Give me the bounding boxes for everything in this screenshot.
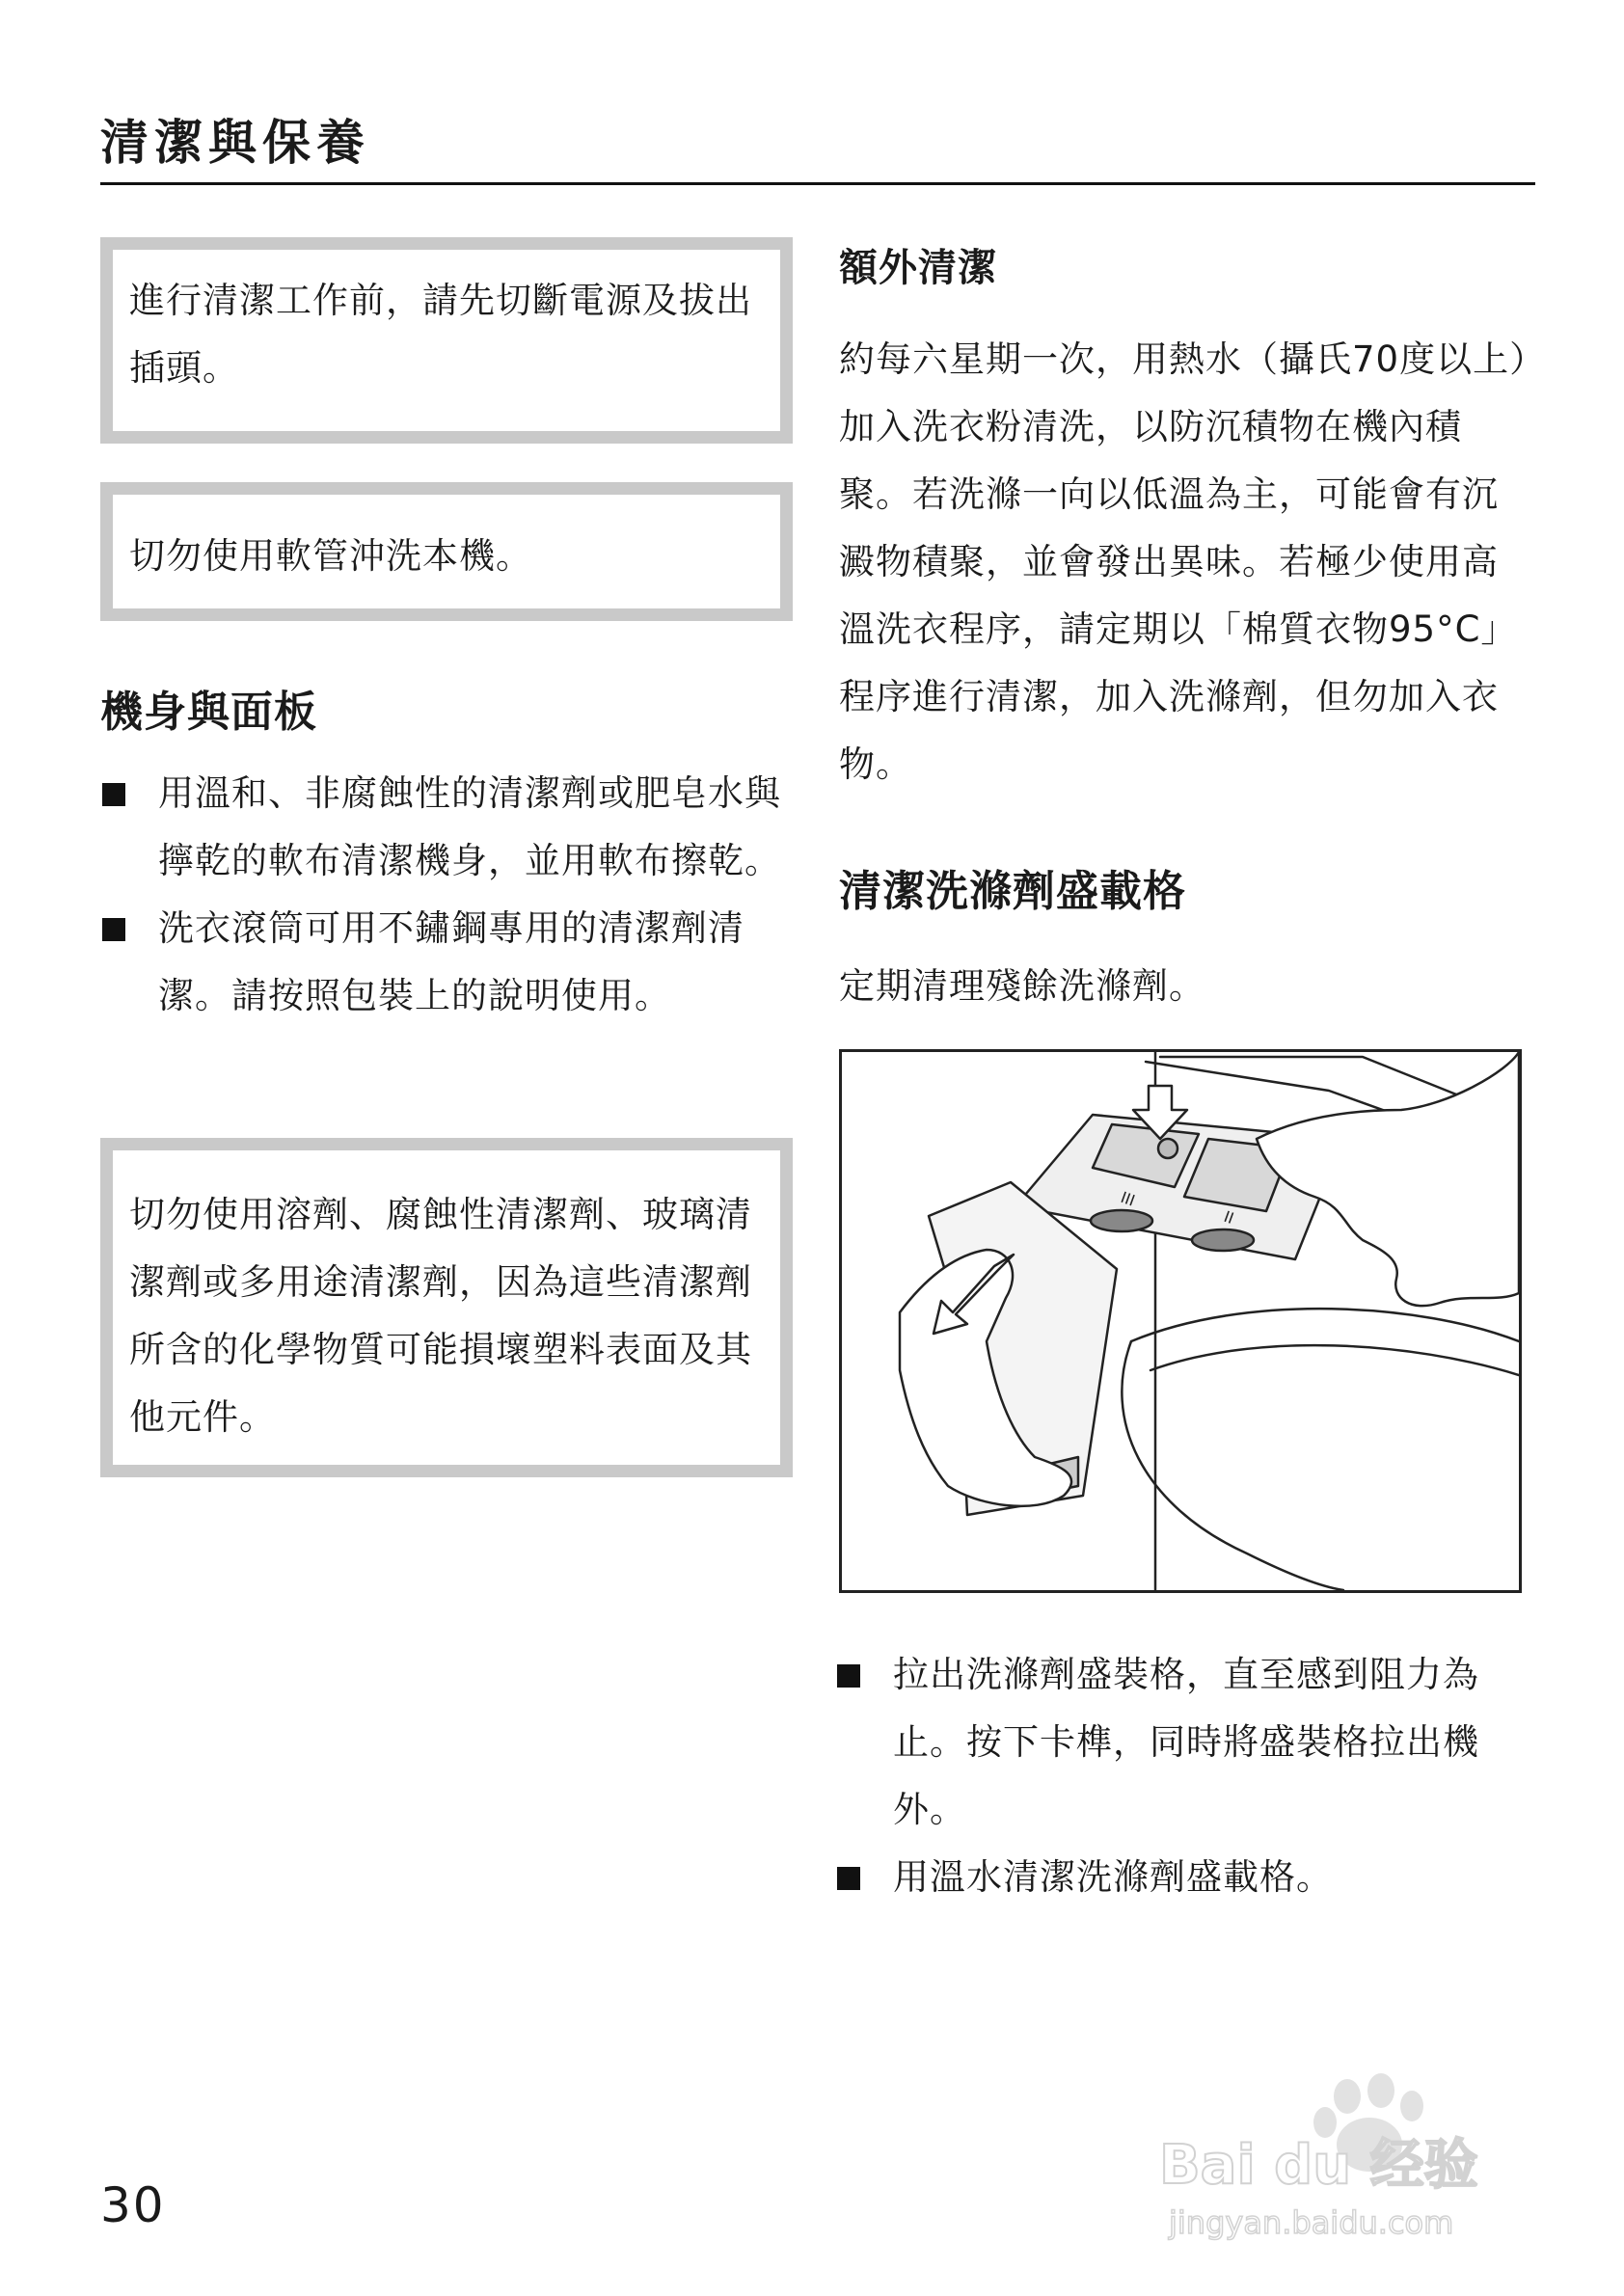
list-item-text: 用溫水清潔洗滌劑盛載格。: [893, 1856, 1333, 1898]
notice-no-hose: 切勿使用軟管沖洗本機。: [100, 482, 793, 621]
section-heading-detergent-drawer: 清潔洗滌劑盛載格: [839, 867, 1186, 916]
notice-unplug: 進行清潔工作前，請先切斷電源及拔出插頭。: [100, 237, 793, 444]
compartment-label-ii: II: [1221, 1206, 1236, 1228]
detergent-drawer-list: [835, 1641, 1539, 1911]
right-hand: [1257, 1052, 1519, 1306]
list-item: [835, 1844, 1539, 1911]
list-item: [835, 1641, 1539, 1844]
page-title: 清潔與保養: [100, 115, 370, 171]
drum-door-inner: [1150, 1345, 1519, 1375]
list-item: [100, 760, 800, 895]
section-heading-body-panel: 機身與面板: [100, 688, 317, 737]
compartment-label-iii: III: [1118, 1187, 1138, 1210]
notice-no-solvents: 切勿使用溶劑、腐蝕性清潔劑、玻璃清潔劑或多用途清潔劑，因為這些清潔劑所含的化學物質可能損壞塑料表面及其他元件。: [100, 1138, 793, 1477]
header-divider: [100, 182, 1535, 185]
drawer-illustration-svg: [842, 1052, 1519, 1590]
list-item-text: 用溫和、非腐蝕性的清潔劑或肥皂水與擰乾的軟布清潔機身，並用軟布擦乾。: [158, 772, 781, 881]
latch-button: [1158, 1139, 1177, 1158]
baidu-logo-icon: [1150, 2069, 1555, 2243]
drum-door-outline: [1131, 1309, 1519, 1341]
square-bullet-icon: [102, 783, 125, 806]
list-item-text: 拉出洗滌劑盛裝格，直至感到阻力為止。按下卡榫，同時將盛裝格拉出機外。: [893, 1654, 1479, 1830]
square-bullet-icon: [102, 918, 125, 941]
page-number: 30: [100, 2177, 166, 2233]
square-bullet-icon: [837, 1867, 860, 1890]
compartment-slot-ii: [1192, 1229, 1254, 1251]
list-item: [100, 895, 800, 1030]
compartment-slot-iii: [1091, 1210, 1152, 1231]
drawer-removal-illustration: [839, 1049, 1522, 1593]
detergent-drawer-intro: 定期清理殘餘洗滌劑。: [839, 965, 1205, 1007]
watermark-url: jingyan.baidu.com: [1169, 2204, 1454, 2241]
list-item-text: 洗衣滾筒可用不鏽鋼專用的清潔劑清潔。請按照包裝上的說明使用。: [158, 907, 744, 1016]
extra-cleaning-text: 約每六星期一次，用熱水（攝氏70度以上）加入洗衣粉清洗，以防沉積物在機內積聚。若洗滌一向以低溫為主，可能會有沉澱物積聚，並會發出異味。若極少使用高溫洗衣程序，請定期以「棉質衣物95°C」程序進行清潔，加入洗滌劑，但勿加入衣物。: [839, 338, 1529, 785]
body-panel-list: [100, 760, 800, 1030]
square-bullet-icon: [837, 1664, 860, 1688]
watermark-brand: Bai du 经验: [1159, 2134, 1478, 2197]
section-heading-extra-cleaning: 額外清潔: [839, 246, 997, 290]
baidu-watermark: [1150, 2069, 1555, 2243]
